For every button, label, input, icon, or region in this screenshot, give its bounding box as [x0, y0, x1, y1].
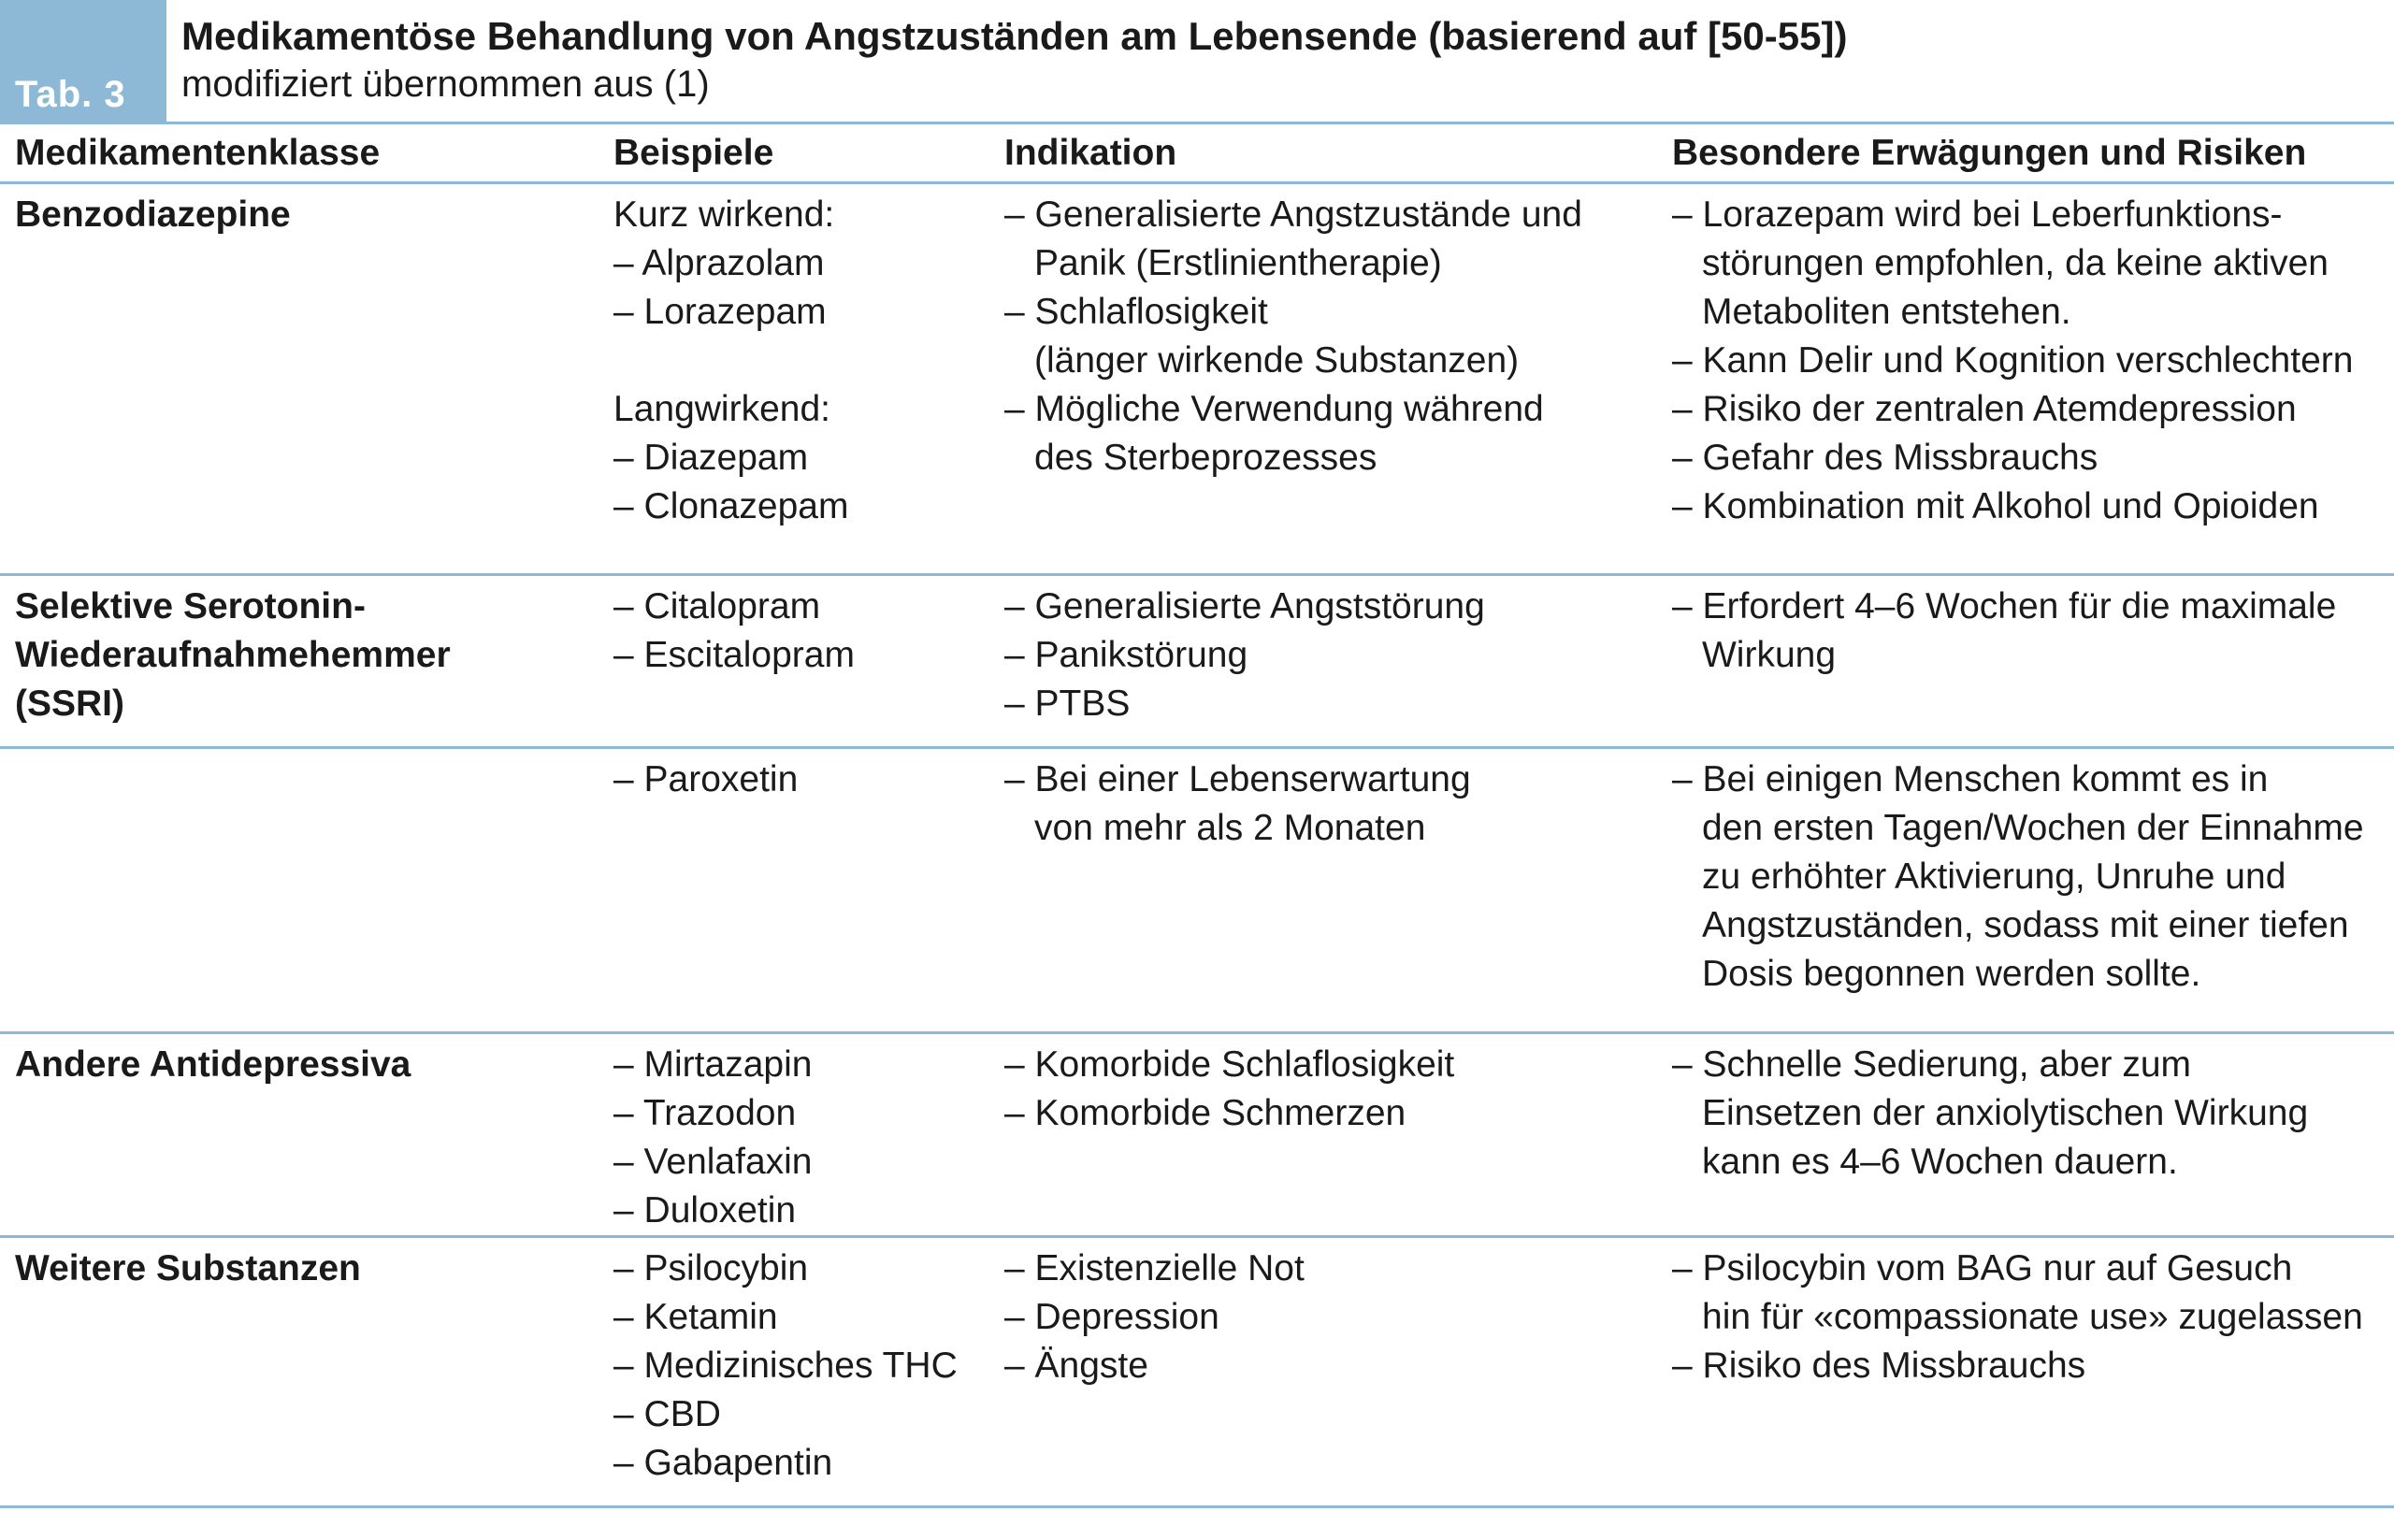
cell-examples [598, 1033, 989, 1237]
cell-class [0, 1033, 598, 1237]
example-item: – Escitalopram [613, 635, 855, 675]
table-row [0, 1033, 2394, 1237]
class-name: Andere Antidepressiva [15, 1044, 411, 1085]
indication-item: – Mögliche Verwendung während [1004, 389, 1544, 429]
risk-item: – Kann Delir und Kognition verschlechtern [1672, 340, 2354, 381]
cell-risks [1657, 1033, 2394, 1237]
column-header-examples: Beispiele [598, 124, 989, 183]
cell-class [0, 1237, 598, 1507]
table-row [0, 575, 2394, 748]
example-item: – Medizinisches THC [613, 1346, 958, 1386]
cell-risks [1657, 748, 2394, 1033]
cell-indication [989, 748, 1657, 1033]
example-item: – Lorazepam [613, 292, 827, 332]
risk-item: – Psilocybin vom BAG nur auf Gesuch [1672, 1248, 2293, 1288]
cell-class [0, 748, 598, 1033]
class-name: Benzodiazepine [15, 194, 291, 235]
spacer [613, 337, 974, 385]
table-row [0, 183, 2394, 575]
risk-item-cont: Einsetzen der anxiolytischen Wirkung [1702, 1093, 2309, 1133]
example-item: – Alprazolam [613, 243, 825, 283]
example-group-heading: Langwirkend: [613, 389, 830, 429]
table-header [0, 0, 2394, 123]
risk-item-cont: Dosis begonnen werden sollte. [1702, 954, 2201, 994]
example-item: – Psilocybin [613, 1248, 809, 1288]
risk-item-cont: Angstzuständen, sodass mit einer tiefen [1702, 905, 2349, 945]
cell-class [0, 575, 598, 748]
indication-item: – Depression [1004, 1297, 1219, 1337]
column-header-row [0, 124, 2394, 183]
risk-item: – Gefahr des Missbrauchs [1672, 438, 2098, 478]
indication-item: – Generalisierte Angststörung [1004, 586, 1485, 626]
table-row [0, 1237, 2394, 1507]
cell-examples [598, 575, 989, 748]
medication-table [0, 124, 2394, 1508]
table-subtitle: modifiziert übernommen aus (1) [181, 64, 710, 105]
indication-item: – Bei einer Lebenserwartung [1004, 759, 1471, 799]
cell-risks [1657, 575, 2394, 748]
example-item: – Venlafaxin [613, 1142, 813, 1182]
risk-item-cont: Wirkung [1702, 635, 1837, 675]
cell-risks [1657, 183, 2394, 575]
class-name: (SSRI) [15, 684, 124, 724]
indication-item-cont: von mehr als 2 Monaten [1034, 808, 1426, 848]
example-item: – Citalopram [613, 586, 821, 626]
cell-indication [989, 1033, 1657, 1237]
risk-item-cont: störungen empfohlen, da keine aktiven [1702, 243, 2329, 283]
indication-item: – PTBS [1004, 684, 1131, 724]
example-item: – Diazepam [613, 438, 809, 478]
column-header-indication: Indikation [989, 124, 1657, 183]
risk-item: – Erfordert 4–6 Wochen für die maximale [1672, 586, 2337, 626]
indication-item-cont: des Sterbeprozesses [1034, 438, 1377, 478]
class-name: Selektive Serotonin- [15, 586, 366, 626]
risk-item-cont: zu erhöhter Aktivierung, Unruhe und [1702, 856, 2286, 897]
risk-item-cont: hin für «compassionate use» zugelassen [1702, 1297, 2363, 1337]
example-item: – Mirtazapin [613, 1044, 813, 1085]
cell-examples [598, 183, 989, 575]
indication-item: – Panikstörung [1004, 635, 1248, 675]
indication-item: – Komorbide Schmerzen [1004, 1093, 1406, 1133]
table-row [0, 748, 2394, 1033]
risk-item: – Risiko des Missbrauchs [1672, 1346, 2086, 1386]
indication-item: – Existenzielle Not [1004, 1248, 1305, 1288]
cell-class [0, 183, 598, 575]
example-item: – Clonazepam [613, 486, 849, 526]
column-header-class: Medikamentenklasse [0, 124, 598, 183]
risk-item-cont: Metaboliten entstehen. [1702, 292, 2071, 332]
indication-item: – Generalisierte Angstzustände und [1004, 194, 1582, 235]
cell-examples [598, 748, 989, 1033]
example-item: – Gabapentin [613, 1443, 833, 1483]
indication-item: – Ängste [1004, 1346, 1148, 1386]
risk-item-cont: kann es 4–6 Wochen dauern. [1702, 1142, 2178, 1182]
indication-item-cont: (länger wirkende Substanzen) [1034, 340, 1520, 381]
cell-indication [989, 1237, 1657, 1507]
class-name: Weitere Substanzen [15, 1248, 361, 1288]
example-item: – Ketamin [613, 1297, 778, 1337]
example-group-heading: Kurz wirkend: [613, 194, 835, 235]
column-header-risks: Besondere Erwägungen und Risiken [1657, 124, 2394, 183]
cell-risks [1657, 1237, 2394, 1507]
cell-indication [989, 575, 1657, 748]
cell-examples [598, 1237, 989, 1507]
example-item: – CBD [613, 1394, 721, 1434]
indication-item: – Komorbide Schlaflosigkeit [1004, 1044, 1455, 1085]
risk-item: – Risiko der zentralen Atemdepression [1672, 389, 2297, 429]
table-title: Medikamentöse Behandlung von Angstzuständen am Lebensende (basierend auf [50-55]) [181, 14, 1848, 58]
indication-item: – Schlaflosigkeit [1004, 292, 1268, 332]
risk-item-cont: den ersten Tagen/Wochen der Einnahme [1702, 808, 2364, 848]
tab-label: Tab. 3 [0, 0, 166, 123]
title-block [181, 13, 2379, 108]
indication-item-cont: Panik (Erstlinientherapie) [1034, 243, 1442, 283]
risk-item: – Schnelle Sedierung, aber zum [1672, 1044, 2192, 1085]
risk-item: – Lorazepam wird bei Leberfunktions- [1672, 194, 2283, 235]
cell-indication [989, 183, 1657, 575]
example-item: – Trazodon [613, 1093, 797, 1133]
example-item: – Paroxetin [613, 759, 799, 799]
class-name: Wiederaufnahmehemmer [15, 635, 451, 675]
risk-item: – Kombination mit Alkohol und Opioiden [1672, 486, 2319, 526]
risk-item: – Bei einigen Menschen kommt es in [1672, 759, 2269, 799]
example-item: – Duloxetin [613, 1190, 797, 1231]
